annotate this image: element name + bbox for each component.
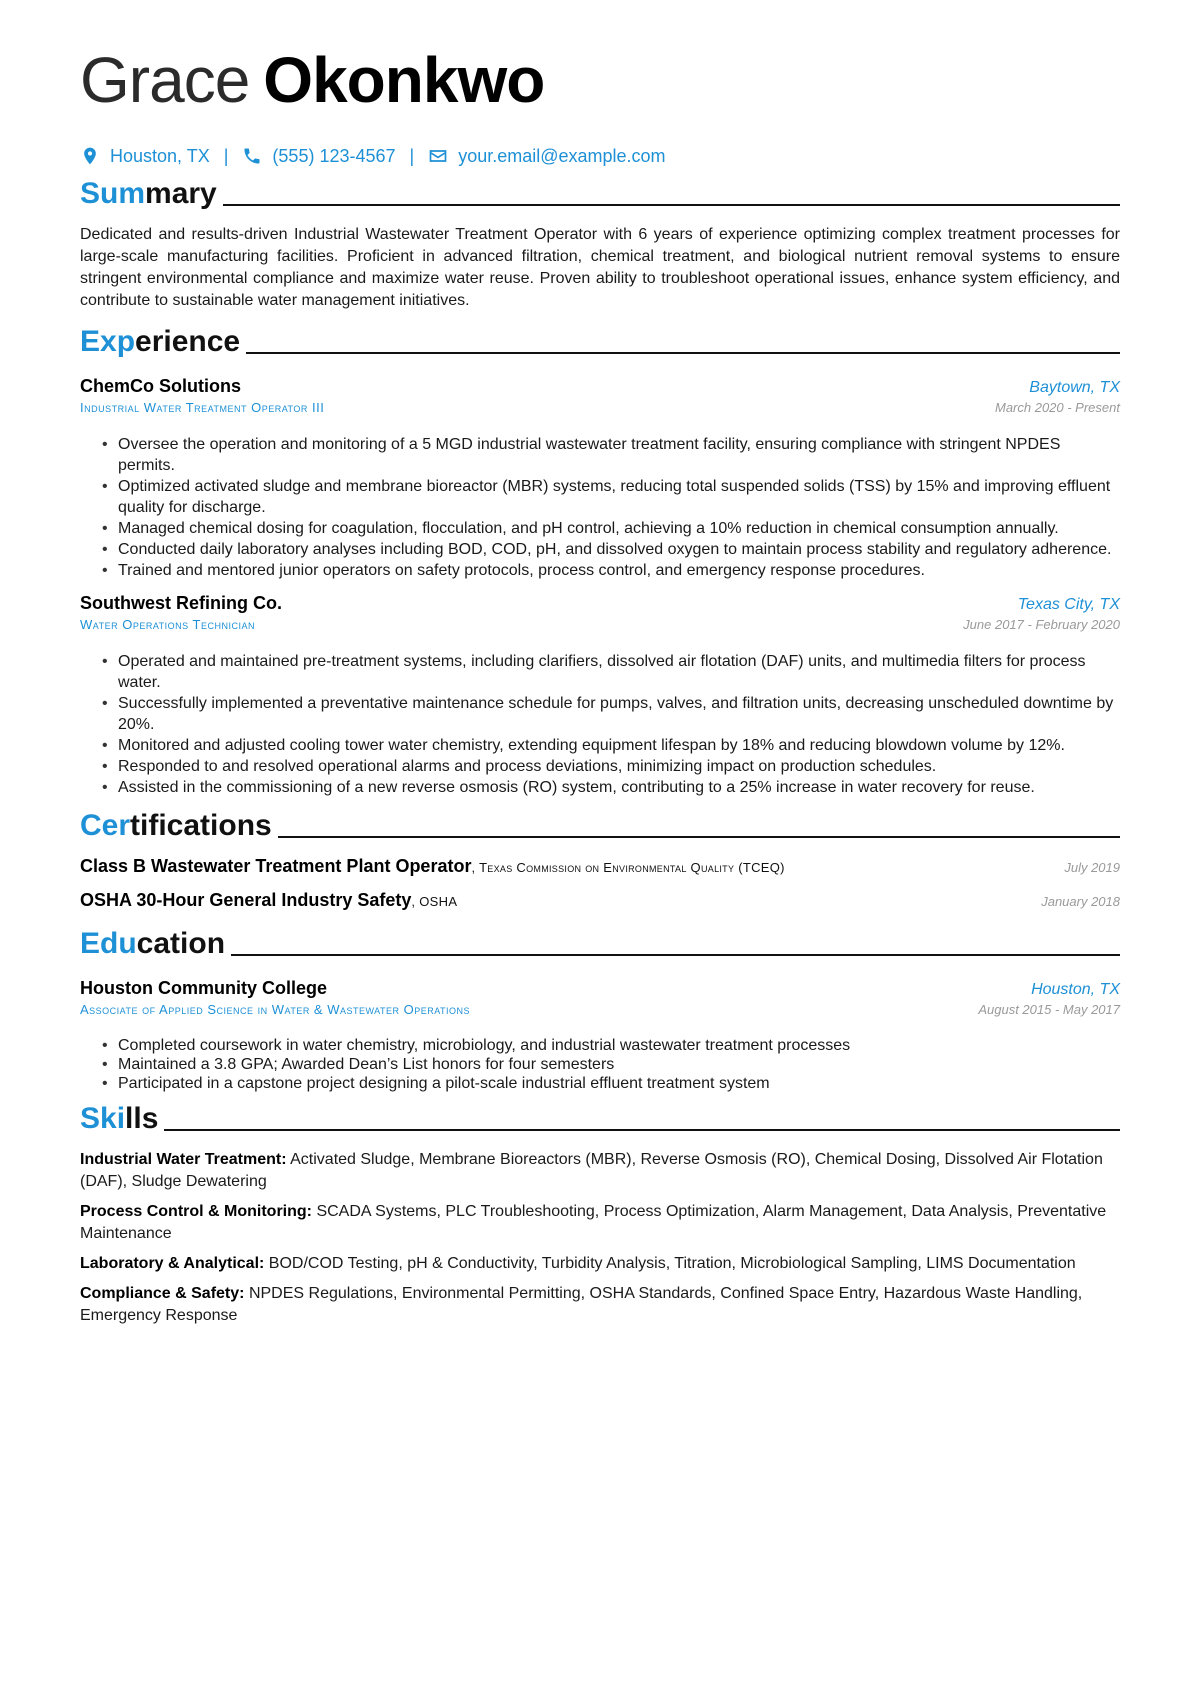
- location-text: Houston, TX: [110, 145, 210, 166]
- list-item: • Successfully implemented a preventative maintenance schedule for pumps, valves, and filtration units, decreasing unscheduled downtime by 20%.: [118, 693, 1120, 735]
- first-name: Grace: [80, 44, 250, 116]
- section-title: Skills: [80, 1102, 159, 1135]
- skill-category: Compliance & Safety:: [80, 1285, 245, 1302]
- candidate-name: [80, 40, 1120, 120]
- list-item: • Trained and mentored junior operators on safety protocols, process control, and emergency response procedures.: [118, 560, 1120, 581]
- summary-text: Dedicated and results-driven Industrial Wastewater Treatment Operator with 6 years of experience optimizing complex treatment processes for large-scale manufacturing facilities. Proficient in advanced filtration, chemical treatment, and biological nutrient removal systems to ensure stringent environmental compliance and maximize water reuse. Proven ability to troubleshoot operational issues, enhance system efficiency, and contribute to sustainable water management initiatives.: [80, 226, 1120, 309]
- list-item: • Managed chemical dosing for coagulation, flocculation, and pH control, achieving a 10% reduction in chemical consumption annually.: [118, 518, 1120, 539]
- section-heading-summary: [80, 174, 1120, 212]
- skill-list: BOD/COD Testing, pH & Conductivity, Turbidity Analysis, Titration, Microbiological Sampling, LIMS Documentation: [268, 1255, 1076, 1272]
- list-item: • Maintained a 3.8 GPA; Awarded Dean’s List honors for four semesters: [118, 1055, 1120, 1074]
- skill-list: SCADA Systems, PLC Troubleshooting, Process Optimization, Alarm Management, Data Analysis, Preventative Maintenance: [80, 1203, 1107, 1242]
- certification-issuer: OSHA: [419, 894, 458, 909]
- certification-entry: OSHA 30-Hour General Industry Safety, OSHA January 2018: [80, 890, 1120, 910]
- certification-date: January 2018: [1041, 894, 1120, 909]
- certification-name: Class B Wastewater Treatment Plant Operator: [80, 856, 472, 876]
- job-dates: March 2020 - Present: [994, 400, 1120, 415]
- certification-date: July 2019: [1064, 860, 1120, 875]
- phone-icon: [242, 146, 262, 166]
- map-pin-icon: [80, 146, 100, 166]
- skill-list: Activated Sludge, Membrane Bioreactors (MBR), Reverse Osmosis (RO), Chemical Dosing, Dissolved Air Flotation (DAF), Sludge Dewatering: [80, 1151, 1103, 1190]
- degree-name: Associate of Applied Science in Water & Wastewater Operations: [80, 1002, 471, 1017]
- education-entry: [80, 978, 1120, 1093]
- list-item: • Oversee the operation and monitoring of a 5 MGD industrial wastewater treatment facility, ensuring compliance with stringent NPDES permits.: [118, 434, 1120, 476]
- list-item: • Responded to and resolved operational alarms and process deviations, minimizing impact on production schedules.: [118, 756, 1120, 777]
- section-rule: [246, 352, 1120, 354]
- section-heading-certifications: [80, 806, 1120, 844]
- section-rule: [164, 1129, 1120, 1131]
- list-item: • Completed coursework in water chemistry, microbiology, and industrial wastewater treatment processes: [118, 1036, 1120, 1055]
- section-title: Education: [80, 927, 226, 960]
- job-title: Water Operations Technician: [80, 617, 255, 632]
- list-item: • Operated and maintained pre-treatment systems, including clarifiers, dissolved air flotation (DAF) units, and multimedia filters for process water.: [118, 651, 1120, 693]
- school-name: Houston Community College: [80, 978, 327, 998]
- list-item: • Assisted in the commissioning of a new reverse osmosis (RO) system, contributing to a 25% increase in water recovery for reuse.: [118, 777, 1120, 798]
- section-rule: [223, 204, 1120, 206]
- job-dates: June 2017 - February 2020: [963, 617, 1120, 632]
- skill-list: NPDES Regulations, Environmental Permitting, OSHA Standards, Confined Space Entry, Hazardous Waste Handling, Emergency Response: [80, 1285, 1083, 1324]
- education-dates: August 2015 - May 2017: [978, 1002, 1120, 1017]
- employer-name: ChemCo Solutions: [80, 376, 241, 396]
- skill-category: Laboratory & Analytical:: [80, 1255, 265, 1272]
- school-location: Houston, TX: [1031, 981, 1120, 998]
- list-item: • Conducted daily laboratory analyses including BOD, COD, pH, and dissolved oxygen to maintain process stability and regulatory adherence.: [118, 539, 1120, 560]
- contact-separator: |: [223, 145, 229, 166]
- section-heading-education: [80, 924, 1120, 962]
- section-heading-skills: [80, 1099, 1120, 1137]
- certification-name: OSHA 30-Hour General Industry Safety: [80, 890, 412, 910]
- list-item: • Participated in a capstone project designing a pilot-scale industrial effluent treatment system: [118, 1074, 1120, 1093]
- section-rule: [231, 954, 1120, 956]
- certification-entry: Class B Wastewater Treatment Plant Operator, Texas Commission on Environmental Quality (TCEQ) July 2019: [80, 856, 1120, 876]
- job-location: Texas City, TX: [1017, 596, 1120, 613]
- section-title: Experience: [80, 325, 241, 358]
- job-title: Industrial Water Treatment Operator III: [80, 400, 325, 415]
- skill-group: [80, 1253, 1120, 1275]
- list-item: • Optimized activated sludge and membrane bioreactor (MBR) systems, reducing total suspended solids (TSS) by 15% and improving effluent quality for discharge.: [118, 476, 1120, 518]
- contact-phone[interactable]: [242, 146, 395, 167]
- list-item: • Monitored and adjusted cooling tower water chemistry, extending equipment lifespan by 18% and reducing blowdown volume by 12%.: [118, 735, 1120, 756]
- experience-entry: [80, 593, 1120, 798]
- job-location: Baytown, TX: [1029, 379, 1120, 396]
- resume-page: [80, 40, 1120, 1327]
- experience-entry: [80, 376, 1120, 581]
- job-bullets: [80, 651, 1120, 798]
- contact-location: [80, 146, 210, 167]
- employer-name: Southwest Refining Co.: [80, 593, 282, 613]
- skill-category: Industrial Water Treatment:: [80, 1151, 287, 1168]
- skill-group: [80, 1201, 1120, 1245]
- section-heading-experience: [80, 322, 1120, 360]
- skill-group: [80, 1149, 1120, 1193]
- section-rule: [278, 836, 1120, 838]
- last-name: Okonkwo: [263, 44, 545, 116]
- job-bullets: [80, 434, 1120, 581]
- contact-email[interactable]: [428, 146, 665, 167]
- skill-group: [80, 1283, 1120, 1327]
- envelope-icon: [428, 146, 448, 166]
- contact-bar: [80, 144, 1120, 168]
- email-link[interactable]: your.email@example.com: [458, 145, 666, 166]
- section-title: Summary: [80, 177, 217, 210]
- certification-issuer: Texas Commission on Environmental Quality (TCEQ): [479, 860, 785, 875]
- section-title: Certifications: [80, 809, 272, 842]
- education-bullets: [80, 1036, 1120, 1093]
- skill-category: Process Control & Monitoring:: [80, 1203, 312, 1220]
- contact-separator: |: [409, 145, 415, 166]
- phone-text[interactable]: (555) 123-4567: [272, 145, 396, 166]
